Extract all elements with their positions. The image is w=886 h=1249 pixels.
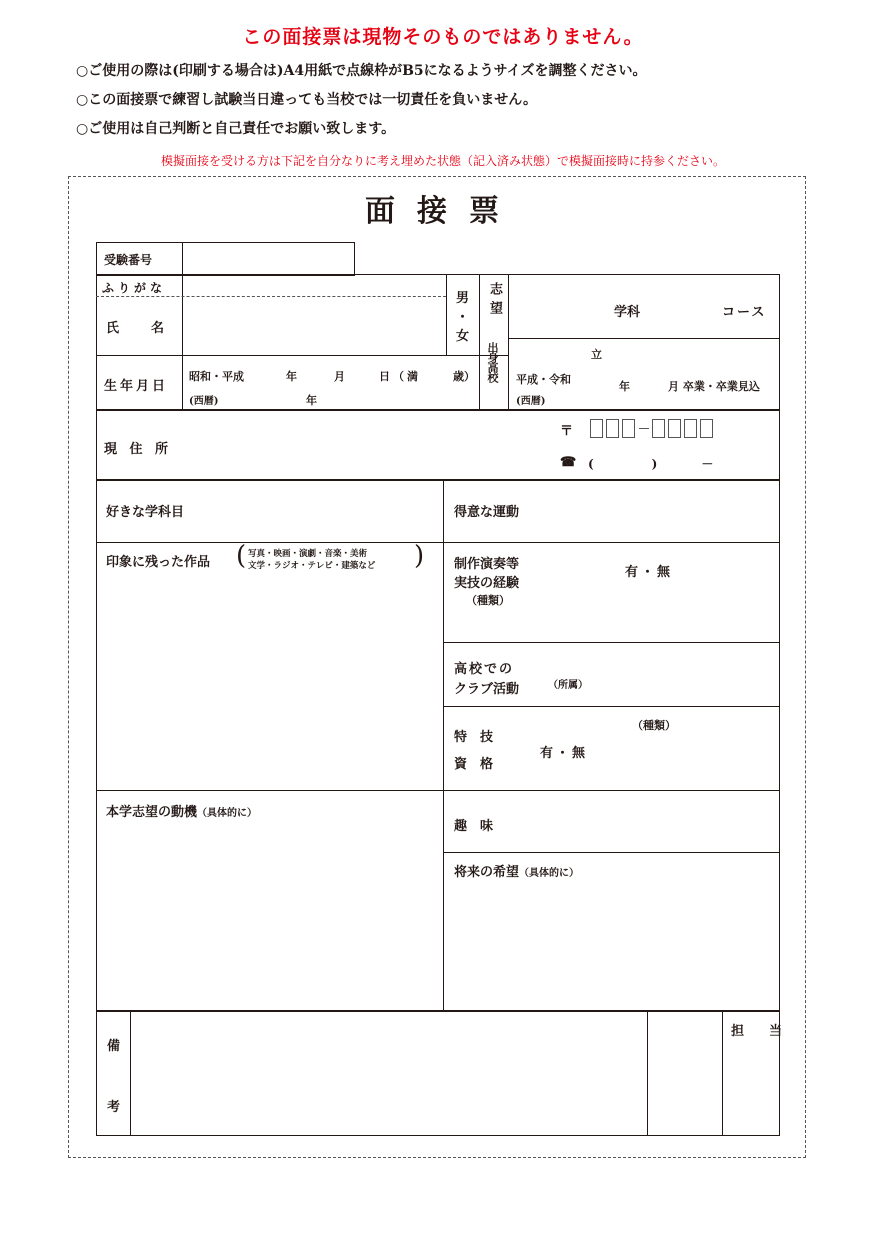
gender-male[interactable]: 男 <box>456 291 470 306</box>
club-affiliation: （所属） <box>548 680 588 691</box>
birth-era: 昭和・平成 <box>189 370 244 383</box>
club-label-1: 高校での <box>454 662 515 677</box>
phone-field[interactable]: ( ) － <box>588 457 716 471</box>
motivation-note: （具体的に） <box>197 808 258 819</box>
birth-western: (西暦) <box>189 396 219 407</box>
birth-year: 年 <box>286 370 297 383</box>
furigana-field[interactable] <box>184 276 444 295</box>
postal-mark-icon: 〒 <box>560 424 574 439</box>
impressive-work-note-2: 文学・ラジオ・テレビ・建築など <box>248 561 376 571</box>
skill-kind: （種類） <box>632 719 676 732</box>
hs-era: 平成・令和 <box>516 373 571 386</box>
production-yes-no[interactable]: 有・無 <box>625 565 674 580</box>
hs-month-grad: 月 卒業・卒業見込 <box>668 380 760 393</box>
exam-number-field[interactable] <box>184 244 353 274</box>
notice-title: この面接票は現物そのものではありません。 <box>242 26 644 48</box>
motivation-label: 本学志望の動機 <box>106 805 198 820</box>
motivation-heading <box>106 801 257 820</box>
birth-label: 生年月日 <box>104 379 169 394</box>
department-label: 学科 <box>614 305 641 320</box>
birth-western-year: 年 <box>306 394 317 407</box>
staff-label: 担 当 <box>731 1024 789 1039</box>
notice-line-2: ○この面接票で練習し試験当日違っても当校では一切責任を負いません。 <box>76 92 538 108</box>
favorite-subject-label: 好きな学科目 <box>106 505 185 520</box>
future-label: 将来の希望 <box>454 865 520 880</box>
course-label: コース <box>722 305 767 320</box>
hs-western: (西暦) <box>516 396 546 407</box>
skill-label-1: 特 技 <box>454 730 494 745</box>
impressive-work-note: ( 写真・映画・演劇・音楽・美術 文学・ラジオ・テレビ・建築など ) <box>236 541 425 571</box>
birth-day: 日（満 <box>379 370 421 383</box>
gender-female[interactable]: 女 <box>456 329 470 344</box>
name-field[interactable] <box>184 298 444 354</box>
hs-year: 年 <box>619 380 630 393</box>
high-school-label: 出身高校 <box>486 342 499 382</box>
address-label: 現 住 所 <box>104 442 173 457</box>
notice-line-1: ○ご使用の際は(印刷する場合は)A4用紙で点線枠がB5になるようサイズを調整ください。 <box>76 63 647 79</box>
birth-age: 歳） <box>453 370 475 383</box>
future-heading <box>454 861 579 880</box>
furigana-label: ふりがな <box>102 281 167 295</box>
remarks-label-1: 備 <box>107 1039 121 1054</box>
form-title: 面接票 <box>365 194 521 229</box>
impressive-work-note-1: 写真・映画・演劇・音楽・美術 <box>248 549 368 559</box>
address-field[interactable] <box>180 413 550 477</box>
production-label-1: 制作演奏等 <box>454 557 520 572</box>
aspiration-label: 志望 <box>487 282 502 320</box>
remarks-label-2: 考 <box>107 1100 121 1115</box>
future-note: （具体的に） <box>519 868 580 879</box>
production-kind: （種類） <box>466 594 510 607</box>
gender-separator: ・ <box>456 310 470 325</box>
hs-established: 立 <box>591 348 602 361</box>
instruction-text: 模擬面接を受ける方は下記を自分なりに考え埋めた状態（記入済み状態）で模擬面接時に持参ください。 <box>160 154 725 168</box>
club-label-2: クラブ活動 <box>454 682 520 697</box>
phone-icon: ☎ <box>560 455 577 470</box>
skill-label-2: 資 格 <box>454 757 494 772</box>
postal-code-boxes[interactable] <box>590 418 716 438</box>
birth-month: 月 <box>334 370 345 383</box>
exam-number-label: 受験番号 <box>104 253 153 267</box>
name-label: 氏 名 <box>106 321 167 336</box>
good-sport-label: 得意な運動 <box>454 505 520 520</box>
hobby-label: 趣 味 <box>454 819 494 834</box>
production-label-2: 実技の経験 <box>454 576 520 591</box>
impressive-work-label: 印象に残った作品 <box>106 555 211 570</box>
notice-line-3: ○ご使用は自己判断と自己責任でお願い致します。 <box>76 121 396 137</box>
remarks-field[interactable] <box>132 1012 644 1134</box>
skill-yes-no[interactable]: 有・無 <box>540 746 589 761</box>
